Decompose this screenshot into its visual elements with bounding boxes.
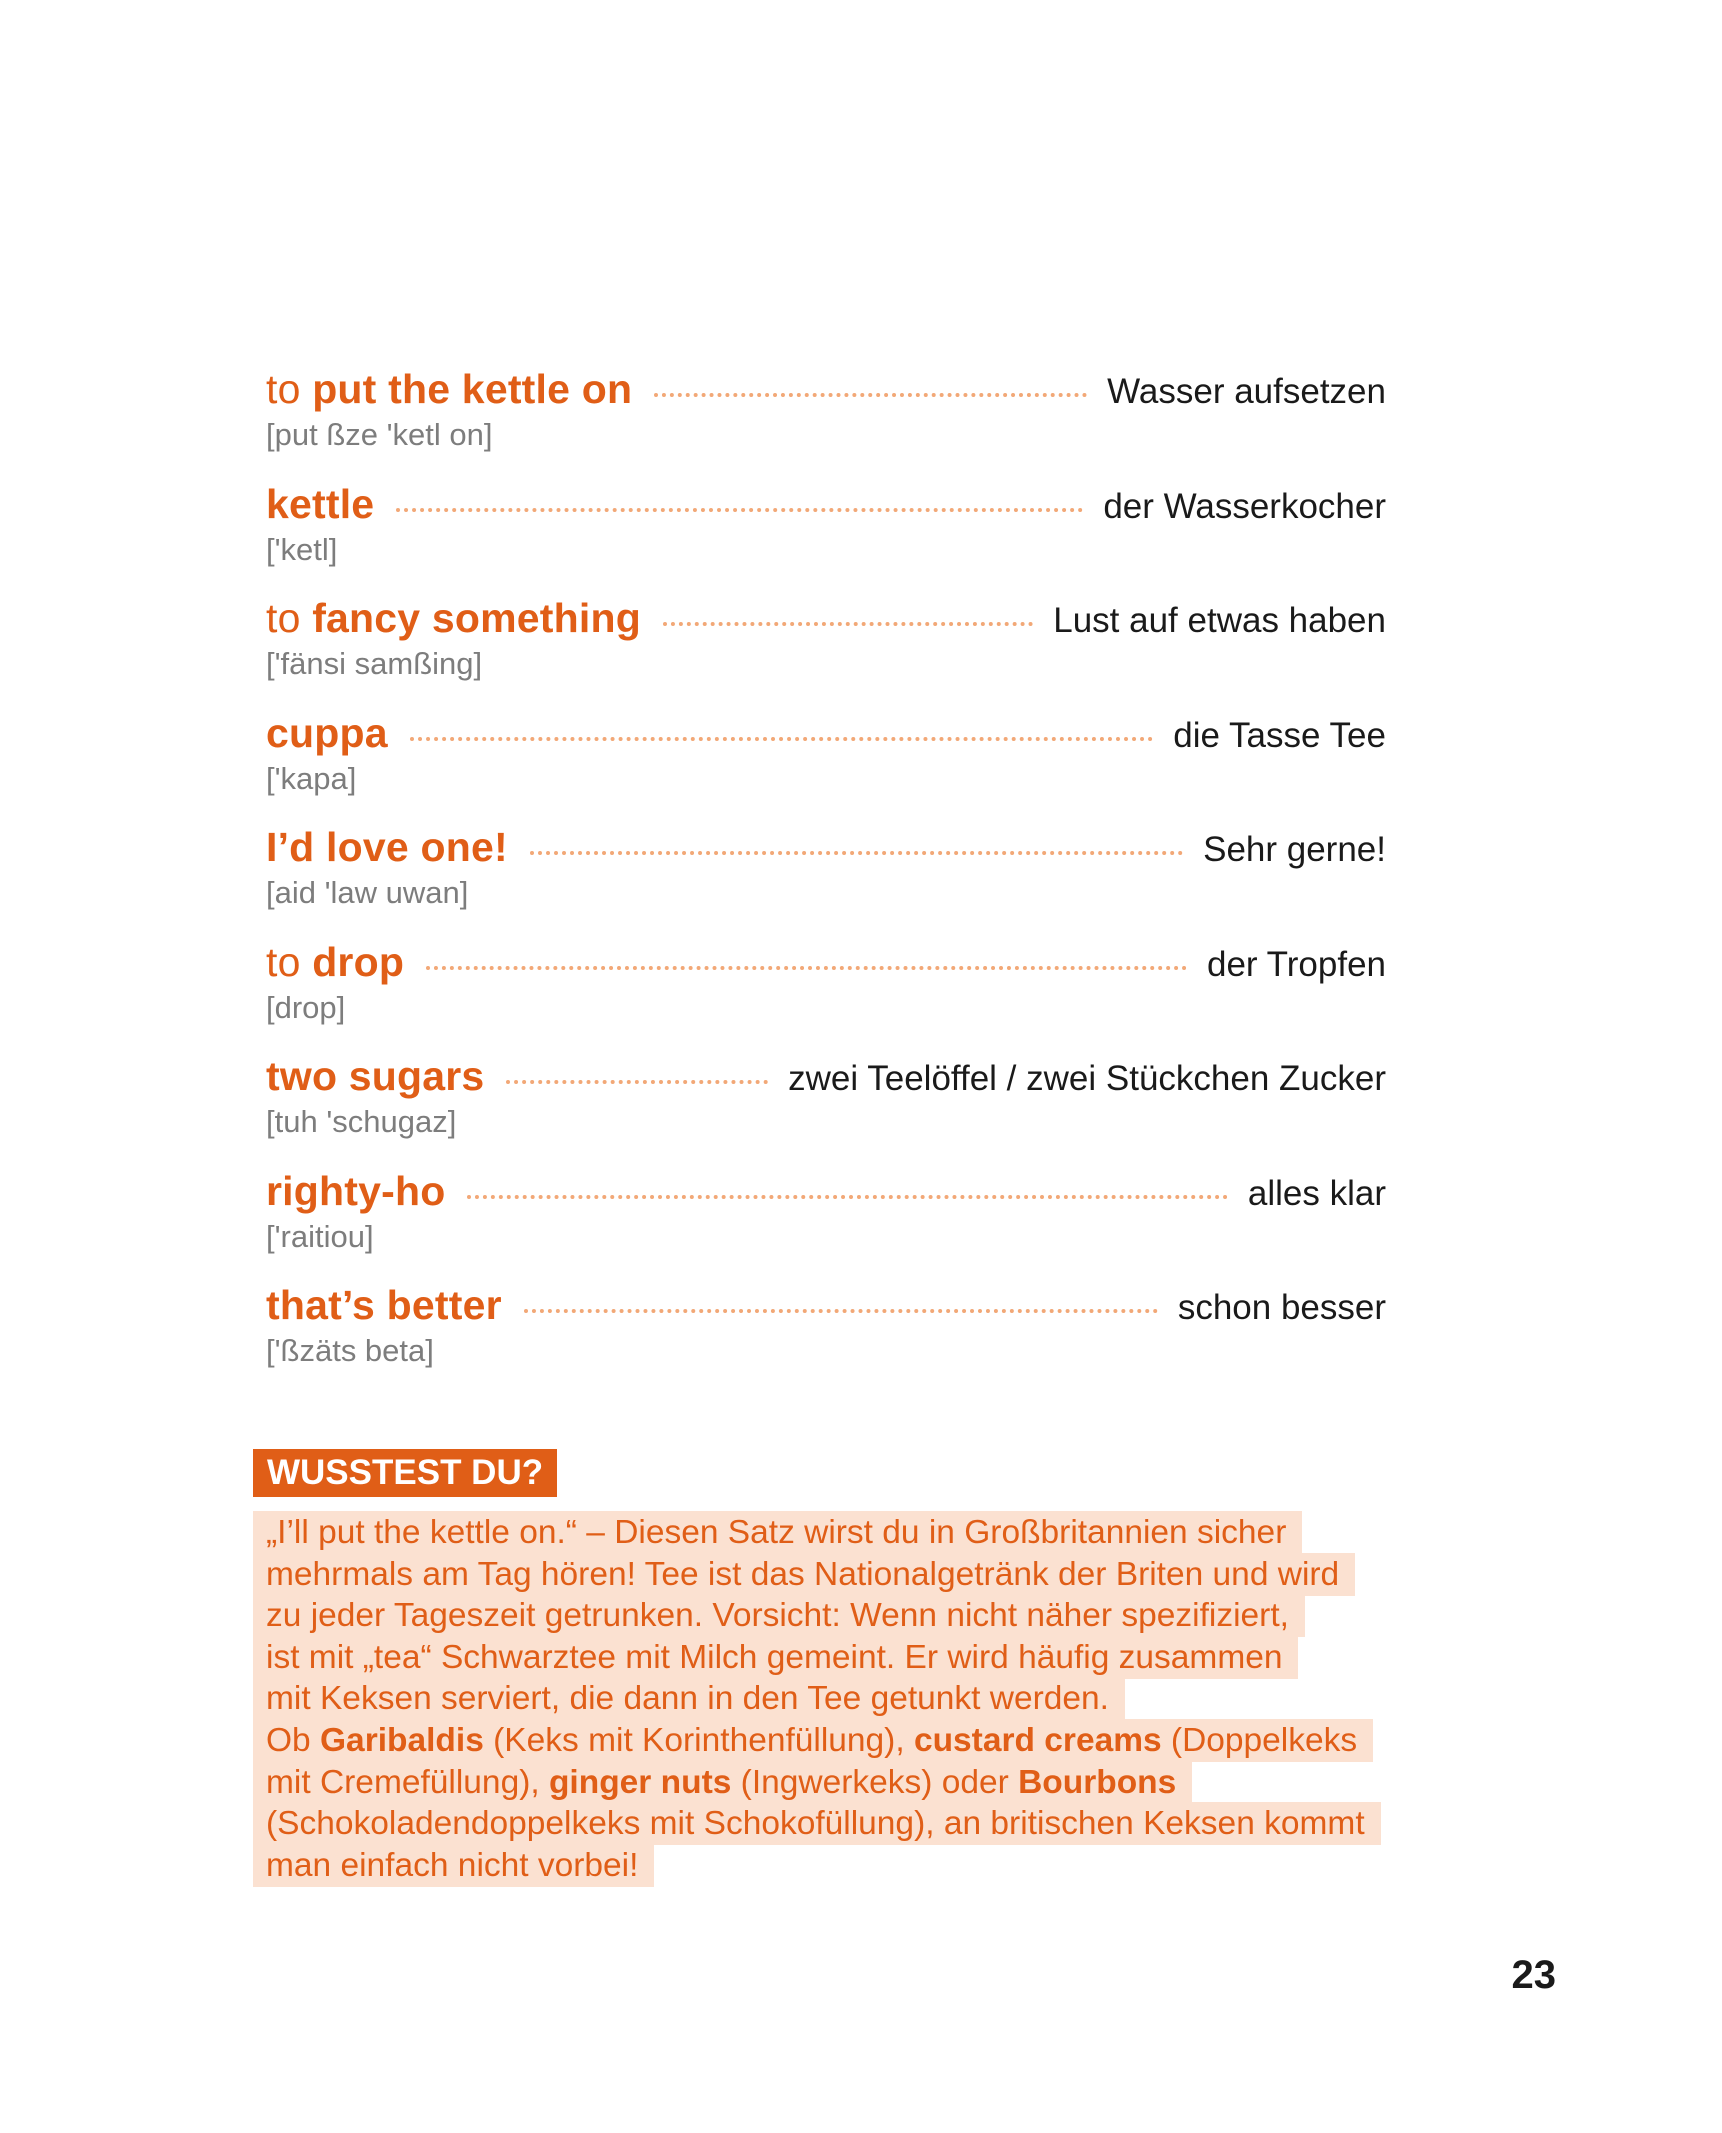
vocab-term: righty-ho — [266, 1167, 446, 1214]
info-line: „I’ll put the kettle on.“ – Diesen Satz wirst du in Großbritannien sicher — [266, 1514, 1287, 1551]
vocab-phonetic: [put ßze 'ketl on] — [266, 417, 493, 452]
dotted-leader — [524, 1309, 1158, 1313]
vocab-term: to put the kettle on — [266, 366, 633, 412]
vocab-phonetic: ['fänsi samßing] — [266, 646, 483, 681]
info-line: mehrmals am Tag hören! Tee ist das Nationalgetränk der Briten und wird — [266, 1555, 1340, 1593]
vocab-translation: zwei Teelöffel / zwei Stückchen Zucker — [788, 1059, 1386, 1098]
vocab-phonetic: ['ßzäts beta] — [266, 1333, 434, 1368]
vocab-translation: Wasser aufsetzen — [1107, 372, 1386, 411]
vocab-entry — [266, 710, 1386, 825]
vocab-term: cuppa — [266, 709, 388, 756]
vocabulary-list — [266, 366, 1386, 1397]
vocab-term: to fancy something — [266, 595, 641, 641]
vocab-entry — [266, 481, 1386, 596]
vocab-term: that’s better — [266, 1282, 502, 1328]
vocab-entry — [266, 366, 1386, 481]
info-line: mit Keksen serviert, die dann in den Tee getunkt werden. — [266, 1680, 1109, 1718]
dotted-leader — [663, 622, 1033, 626]
dotted-leader — [506, 1080, 768, 1084]
vocab-entry — [266, 939, 1386, 1054]
vocab-term: to drop — [266, 938, 405, 985]
page-number: 23 — [1511, 1953, 1556, 1997]
vocab-phonetic: ['kapa] — [266, 760, 357, 796]
info-text: (Ingwerkeks) oder — [731, 1763, 1019, 1801]
info-text: Ob — [266, 1721, 320, 1759]
vocab-entry — [266, 824, 1386, 939]
vocab-translation: alles klar — [1247, 1173, 1386, 1213]
biscuit-name: custard creams — [913, 1721, 1162, 1759]
vocab-translation: der Tropfen — [1207, 944, 1386, 984]
vocab-term: I’d love one! — [266, 824, 508, 870]
biscuit-name: Garibaldis — [320, 1721, 484, 1759]
info-line: zu jeder Tageszeit getrunken. Vorsicht: Wenn nicht näher spezifiziert, — [266, 1597, 1289, 1635]
info-box-text — [253, 1512, 1403, 1886]
vocab-phonetic: ['raitiou] — [266, 1218, 374, 1254]
vocab-phonetic: ['ketl] — [266, 531, 338, 567]
dotted-leader — [410, 737, 1153, 741]
info-text: (Schokoladendoppelkeks mit Schokofüllung), an britischen Keksen kommt man einfach nicht vorbei! — [266, 1805, 1365, 1884]
vocab-translation: der Wasserkocher — [1103, 486, 1386, 526]
vocab-translation: die Tasse Tee — [1173, 715, 1386, 755]
vocab-translation: schon besser — [1177, 1288, 1386, 1327]
vocab-term: two sugars — [266, 1053, 485, 1099]
biscuit-name: ginger nuts — [548, 1763, 732, 1801]
dotted-leader — [426, 966, 1187, 970]
info-line: ist mit „tea“ Schwarztee mit Milch gemeint. Er wird häufig zusammen — [266, 1638, 1283, 1676]
info-text: (Doppelkeks mit Cremefüllung), — [266, 1721, 1358, 1801]
dotted-leader — [396, 508, 1083, 512]
dotted-leader — [654, 393, 1087, 397]
vocab-entry — [266, 1168, 1386, 1283]
vocab-entry — [266, 1053, 1386, 1168]
vocab-translation: Lust auf etwas haben — [1053, 601, 1386, 640]
info-text: (Keks mit Korinthenfüllung), — [483, 1721, 914, 1759]
vocab-translation: Sehr gerne! — [1203, 830, 1386, 869]
dotted-leader — [467, 1195, 1227, 1199]
vocab-phonetic: [aid 'law uwan] — [266, 875, 469, 910]
vocab-entry — [266, 1282, 1386, 1397]
vocab-phonetic: [drop] — [266, 989, 346, 1025]
vocab-entry — [266, 595, 1386, 710]
biscuit-name: Bourbons — [1018, 1763, 1177, 1801]
vocab-phonetic: [tuh 'schugaz] — [266, 1104, 457, 1139]
info-box-title: WUSSTEST DU? — [253, 1449, 557, 1497]
vocab-term: kettle — [266, 480, 375, 527]
dotted-leader — [530, 851, 1183, 855]
